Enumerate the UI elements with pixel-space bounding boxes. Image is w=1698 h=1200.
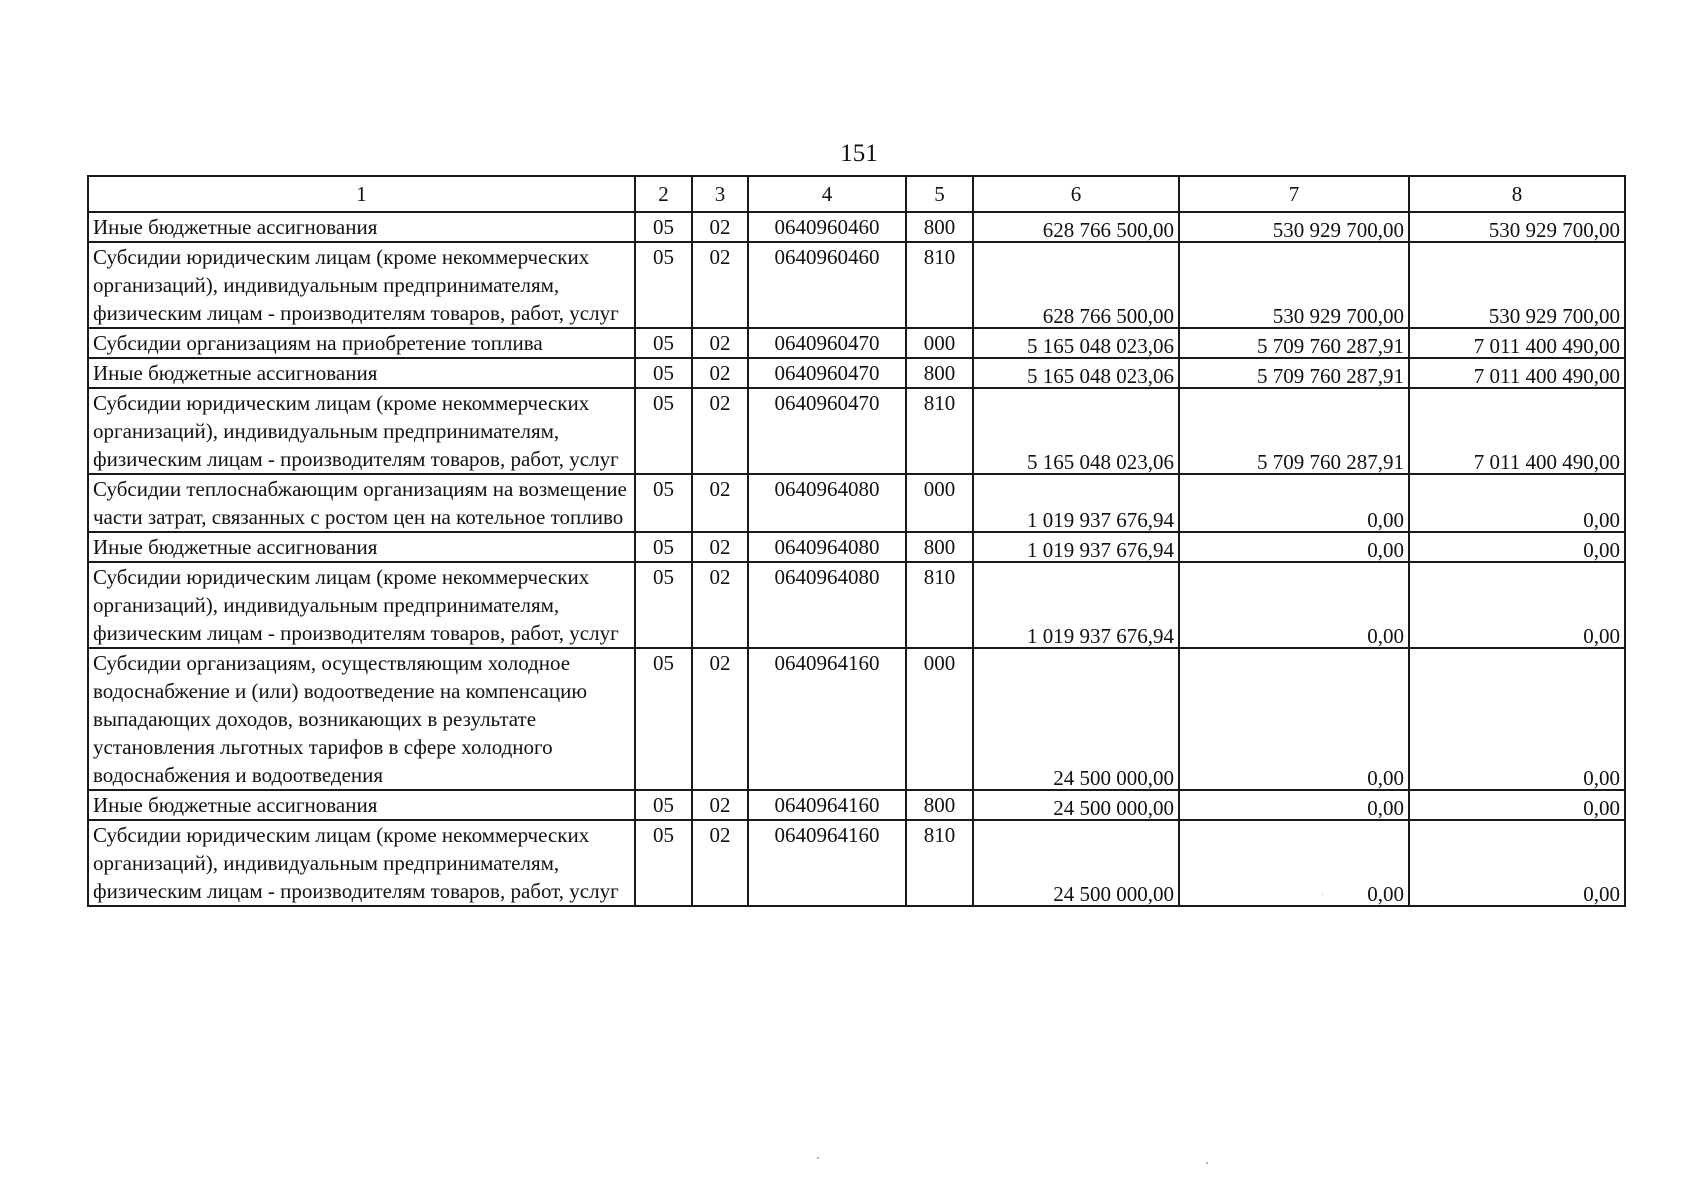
amount-col6-cell <box>973 474 1179 532</box>
expense-type-cell: 800 <box>906 358 973 388</box>
amount-value: 530 929 700,00 <box>1272 304 1404 328</box>
section-code-cell: 05 <box>635 474 692 532</box>
subsection-code-cell: 02 <box>692 790 748 820</box>
amount-value: 0,00 <box>1367 538 1404 562</box>
header-cell-6: 6 <box>973 176 1179 212</box>
amount-value: 7 011 400 490,00 <box>1473 450 1620 474</box>
section-code-cell: 05 <box>635 242 692 328</box>
section-code-cell: 05 <box>635 820 692 906</box>
amount-col6-cell <box>973 388 1179 474</box>
amount-col8-cell <box>1409 328 1625 358</box>
table-row <box>88 212 1625 242</box>
section-code-cell: 05 <box>635 328 692 358</box>
section-code-cell: 05 <box>635 532 692 562</box>
subsection-code-cell: 02 <box>692 328 748 358</box>
section-code-cell: 05 <box>635 648 692 790</box>
amount-col7-cell <box>1179 562 1409 648</box>
expense-type-cell: 810 <box>906 242 973 328</box>
table-row <box>88 474 1625 532</box>
amount-value: 0,00 <box>1367 766 1404 790</box>
amount-value: 24 500 000,00 <box>1053 882 1174 906</box>
table-row <box>88 820 1625 906</box>
amount-value: 7 011 400 490,00 <box>1473 364 1620 388</box>
expense-type-cell: 810 <box>906 820 973 906</box>
amount-col6-cell <box>973 242 1179 328</box>
target-article-cell: 0640960470 <box>748 388 906 474</box>
amount-value: 5 709 760 287,91 <box>1257 450 1404 474</box>
subsection-code-cell: 02 <box>692 532 748 562</box>
target-article-cell: 0640964160 <box>748 790 906 820</box>
amount-col8-cell <box>1409 648 1625 790</box>
target-article-cell: 0640964160 <box>748 820 906 906</box>
amount-value: 530 929 700,00 <box>1488 304 1620 328</box>
row-name-cell: Субсидии юридическим лицам (кроме некоммерческих организаций), индивидуальным предпринимателям, физическим лицам - производителям товаров, работ, услуг <box>88 388 635 474</box>
table-row <box>88 532 1625 562</box>
amount-col6-cell <box>973 212 1179 242</box>
subsection-code-cell: 02 <box>692 562 748 648</box>
table-row <box>88 388 1625 474</box>
amount-value: 0,00 <box>1367 624 1404 648</box>
amount-col7-cell <box>1179 820 1409 906</box>
expense-type-cell: 800 <box>906 212 973 242</box>
amount-value: 24 500 000,00 <box>1053 766 1174 790</box>
row-name-cell: Субсидии юридическим лицам (кроме некоммерческих организаций), индивидуальным предпринимателям, физическим лицам - производителям товаров, работ, услуг <box>88 820 635 906</box>
amount-col6-cell <box>973 328 1179 358</box>
amount-value: 628 766 500,00 <box>1042 218 1174 242</box>
amount-col8-cell <box>1409 790 1625 820</box>
target-article-cell: 0640960460 <box>748 242 906 328</box>
amount-col8-cell <box>1409 242 1625 328</box>
page-number: 151 <box>840 140 878 167</box>
section-code-cell: 05 <box>635 790 692 820</box>
amount-col6-cell <box>973 648 1179 790</box>
amount-col7-cell <box>1179 790 1409 820</box>
amount-value: 0,00 <box>1367 508 1404 532</box>
section-code-cell: 05 <box>635 388 692 474</box>
amount-value: 0,00 <box>1583 508 1620 532</box>
table-row <box>88 648 1625 790</box>
amount-col8-cell <box>1409 358 1625 388</box>
budget-allocation-table <box>87 175 1626 907</box>
amount-value: 5 709 760 287,91 <box>1257 364 1404 388</box>
header-cell-8: 8 <box>1409 176 1625 212</box>
amount-value: 0,00 <box>1367 882 1404 906</box>
expense-type-cell: 800 <box>906 532 973 562</box>
expense-type-cell: 000 <box>906 474 973 532</box>
subsection-code-cell: 02 <box>692 242 748 328</box>
target-article-cell: 0640964080 <box>748 532 906 562</box>
section-code-cell: 05 <box>635 562 692 648</box>
scan-speck <box>1206 1162 1208 1164</box>
amount-col6-cell <box>973 790 1179 820</box>
amount-col7-cell <box>1179 242 1409 328</box>
scan-speck <box>1322 894 1323 895</box>
subsection-code-cell: 02 <box>692 820 748 906</box>
header-cell-1: 1 <box>88 176 635 212</box>
row-name-cell: Иные бюджетные ассигнования <box>88 212 635 242</box>
subsection-code-cell: 02 <box>692 388 748 474</box>
amount-value: 5 709 760 287,91 <box>1257 334 1404 358</box>
header-cell-5: 5 <box>906 176 973 212</box>
amount-value: 24 500 000,00 <box>1053 796 1174 820</box>
row-name-cell: Субсидии юридическим лицам (кроме некоммерческих организаций), индивидуальным предпринимателям, физическим лицам - производителям товаров, работ, услуг <box>88 242 635 328</box>
header-cell-4: 4 <box>748 176 906 212</box>
amount-value: 0,00 <box>1583 882 1620 906</box>
amount-col7-cell <box>1179 358 1409 388</box>
amount-col6-cell <box>973 532 1179 562</box>
header-cell-2: 2 <box>635 176 692 212</box>
target-article-cell: 0640964160 <box>748 648 906 790</box>
row-name-cell: Субсидии юридическим лицам (кроме некоммерческих организаций), индивидуальным предпринимателям, физическим лицам - производителям товаров, работ, услуг <box>88 562 635 648</box>
expense-type-cell: 000 <box>906 648 973 790</box>
amount-col8-cell <box>1409 212 1625 242</box>
amount-col7-cell <box>1179 212 1409 242</box>
amount-col8-cell <box>1409 562 1625 648</box>
table-row <box>88 562 1625 648</box>
amount-col7-cell <box>1179 532 1409 562</box>
expense-type-cell: 000 <box>906 328 973 358</box>
amount-col8-cell <box>1409 388 1625 474</box>
header-cell-7: 7 <box>1179 176 1409 212</box>
header-cell-3: 3 <box>692 176 748 212</box>
section-code-cell: 05 <box>635 358 692 388</box>
row-name-cell: Иные бюджетные ассигнования <box>88 532 635 562</box>
table-row <box>88 790 1625 820</box>
expense-type-cell: 810 <box>906 562 973 648</box>
amount-col8-cell <box>1409 820 1625 906</box>
subsection-code-cell: 02 <box>692 648 748 790</box>
table-row <box>88 358 1625 388</box>
row-name-cell: Субсидии организациям, осуществляющим холодное водоснабжение и (или) водоотведение на компенсацию выпадающих доходов, возникающих в результате установления льготных тарифов в сфере холодного водоснабжения и водоотведения <box>88 648 635 790</box>
expense-type-cell: 800 <box>906 790 973 820</box>
subsection-code-cell: 02 <box>692 358 748 388</box>
amount-col8-cell <box>1409 532 1625 562</box>
amount-col7-cell <box>1179 474 1409 532</box>
amount-value: 0,00 <box>1583 538 1620 562</box>
table-row <box>88 328 1625 358</box>
amount-value: 0,00 <box>1583 796 1620 820</box>
amount-col6-cell <box>973 358 1179 388</box>
amount-col7-cell <box>1179 328 1409 358</box>
target-article-cell: 0640960460 <box>748 212 906 242</box>
row-name-cell: Субсидии теплоснабжающим организациям на возмещение части затрат, связанных с ростом цен на котельное топливо <box>88 474 635 532</box>
amount-value: 5 165 048 023,06 <box>1027 334 1174 358</box>
subsection-code-cell: 02 <box>692 474 748 532</box>
amount-value: 5 165 048 023,06 <box>1027 450 1174 474</box>
row-name-cell: Иные бюджетные ассигнования <box>88 790 635 820</box>
amount-value: 0,00 <box>1367 796 1404 820</box>
target-article-cell: 0640960470 <box>748 358 906 388</box>
subsection-code-cell: 02 <box>692 212 748 242</box>
amount-value: 5 165 048 023,06 <box>1027 364 1174 388</box>
amount-col7-cell <box>1179 648 1409 790</box>
amount-value: 7 011 400 490,00 <box>1473 334 1620 358</box>
amount-value: 530 929 700,00 <box>1488 218 1620 242</box>
amount-value: 1 019 937 676,94 <box>1027 508 1174 532</box>
expense-type-cell: 810 <box>906 388 973 474</box>
scan-speck <box>817 1157 819 1159</box>
amount-value: 628 766 500,00 <box>1042 304 1174 328</box>
amount-value: 0,00 <box>1583 766 1620 790</box>
section-code-cell: 05 <box>635 212 692 242</box>
table-header-row <box>88 176 1625 212</box>
amount-value: 1 019 937 676,94 <box>1027 538 1174 562</box>
amount-col6-cell <box>973 820 1179 906</box>
row-name-cell: Иные бюджетные ассигнования <box>88 358 635 388</box>
row-name-cell: Субсидии организациям на приобретение топлива <box>88 328 635 358</box>
amount-col6-cell <box>973 562 1179 648</box>
table-row <box>88 242 1625 328</box>
amount-value: 1 019 937 676,94 <box>1027 624 1174 648</box>
target-article-cell: 0640964080 <box>748 562 906 648</box>
amount-col8-cell <box>1409 474 1625 532</box>
amount-col7-cell <box>1179 388 1409 474</box>
amount-value: 0,00 <box>1583 624 1620 648</box>
amount-value: 530 929 700,00 <box>1272 218 1404 242</box>
target-article-cell: 0640960470 <box>748 328 906 358</box>
target-article-cell: 0640964080 <box>748 474 906 532</box>
